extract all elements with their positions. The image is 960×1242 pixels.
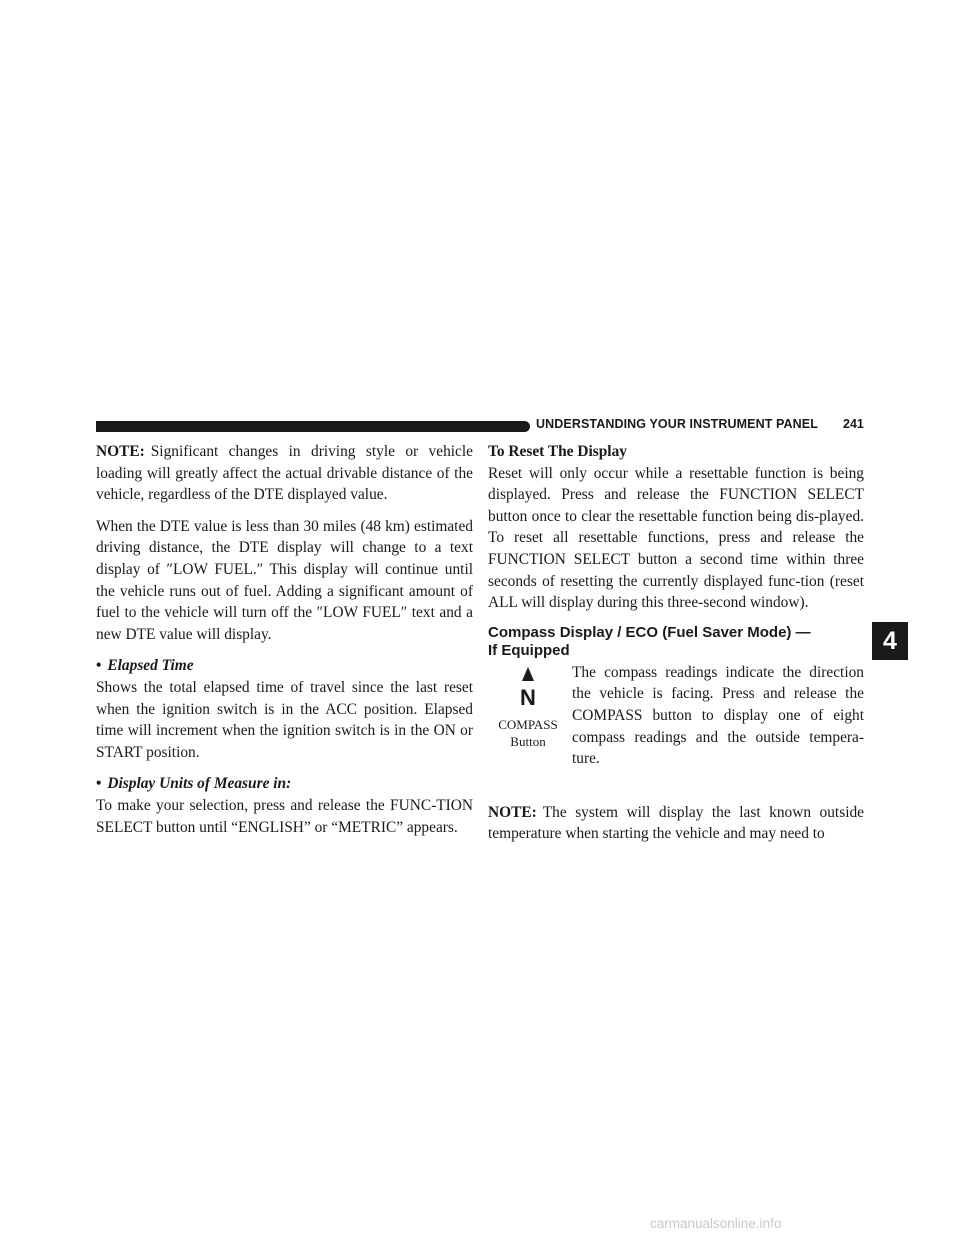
note-paragraph-2 [488, 802, 864, 845]
elapsed-time-heading [96, 655, 473, 677]
compass-block [488, 662, 864, 794]
section-title: UNDERSTANDING YOUR INSTRUMENT PANEL [536, 417, 818, 431]
note-label: NOTE: [488, 803, 537, 821]
units-paragraph: To make your selection, press and release the FUNC-TION SELECT button until “ENGLISH” or “METRIC” appears. [96, 796, 473, 836]
compass-figure [488, 664, 568, 750]
note-paragraph [96, 441, 473, 506]
note-text: The system will display the last known outside temperature when starting the vehicle and may need to [488, 803, 864, 843]
page-number: 241 [843, 417, 864, 431]
elapsed-time-paragraph: Shows the total elapsed time of travel since the last reset when the ignition switch is in the ACC position. Elapsed time will increment when the ignition switch is in the ON or START position. [96, 678, 473, 761]
compass-letter: N [520, 684, 536, 710]
compass-caption-line2: Button [510, 733, 546, 749]
left-column [96, 441, 473, 848]
reset-display-heading: To Reset The Display [488, 443, 627, 460]
header-rule [96, 421, 530, 432]
elapsed-time-title: Elapsed Time [107, 657, 194, 675]
units-heading [96, 773, 473, 795]
units-title: Display Units of Measure in: [107, 775, 292, 793]
compass-north-icon [511, 664, 545, 712]
compass-paragraph: The compass readings indicate the direction the vehicle is facing. Press and release the COMPASS button to display one of eight compass readings and the outside tempera-ture. [572, 663, 864, 768]
bullet-icon: • [96, 775, 102, 793]
compass-heading-line1: Compass Display / ECO (Fuel Saver Mode) — [488, 623, 811, 641]
dte-paragraph: When the DTE value is less than 30 miles (48 km) estimated driving distance, the DTE display will change to a text display of ″LOW FUEL.″ This display will continue until the vehicle runs out of fuel. Adding a significant amount of fuel to the vehicle will turn off the ″LOW FUEL″ text and a new DTE value will display. [96, 517, 473, 643]
watermark: carmanualsonline.info [650, 1216, 782, 1231]
chapter-tab: 4 [872, 622, 908, 660]
compass-section-heading [488, 624, 864, 660]
compass-heading-line2: If Equipped [488, 641, 570, 659]
right-column [488, 441, 864, 855]
compass-caption-line1: COMPASS [498, 716, 558, 732]
compass-button-caption [488, 716, 568, 750]
note-text: Significant changes in driving style or vehicle loading will greatly affect the actual drivable distance of the vehicle, regardless of the DTE displayed value. [96, 443, 473, 504]
reset-display-paragraph: Reset will only occur while a resettable function is being displayed. Press and release the FUNCTION SELECT button once to clear the resettable function being dis-played. To reset all resettable functions, press and release the FUNCTION SELECT button a second time within three seconds of resetting the currently displayed func-tion (reset ALL will display during this three-second window). [488, 464, 864, 612]
note-label: NOTE: [96, 443, 145, 460]
bullet-icon: • [96, 657, 102, 675]
